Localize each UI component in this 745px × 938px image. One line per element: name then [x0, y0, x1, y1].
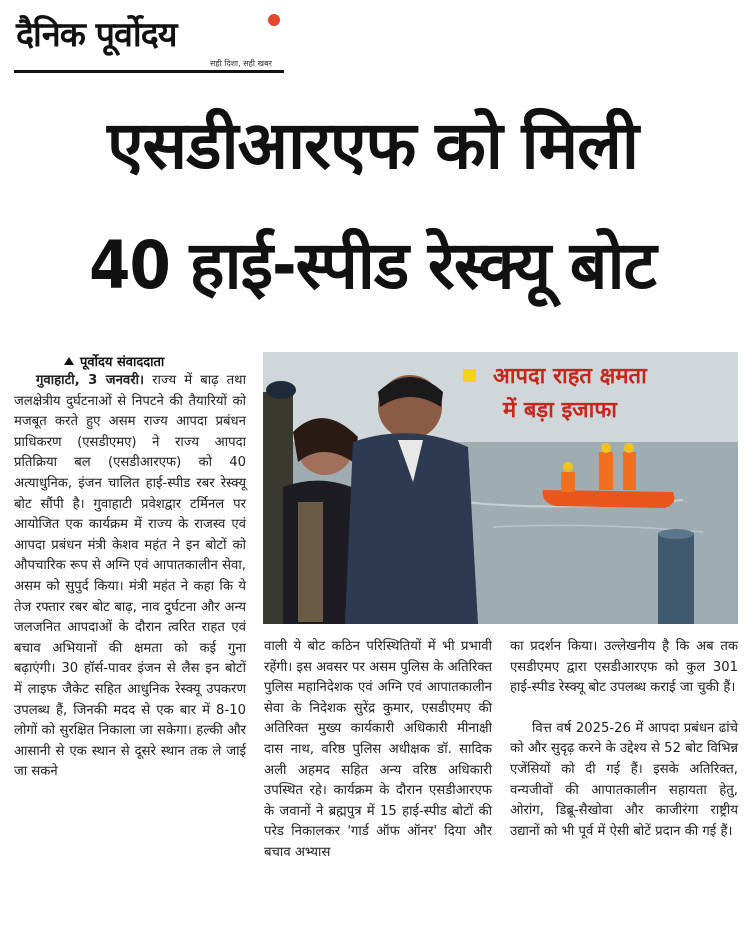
- dateline: गुवाहाटी, 3 जनवरी।: [36, 373, 145, 388]
- byline-text: पूर्वोदय संवाददाता: [80, 355, 165, 370]
- article-column-3: [510, 637, 738, 842]
- masthead-rule: [14, 70, 284, 73]
- caption-line-2: में बड़ा इजाफा: [503, 398, 617, 423]
- column-3-paragraph-1: का प्रदर्शन किया। उल्लेखनीय है कि अब तक एसडीएमए द्वारा एसडीआरएफ को कुल 301 हाई-स्पीड रेस्क्यू बोट उपलब्ध कराई जा चुकी हैं।: [510, 639, 738, 696]
- caption-square-icon: [463, 369, 476, 382]
- newspaper-brand: दैनिक पूर्वोदय: [16, 15, 177, 55]
- headline-line-2: 40 हाई-स्पीड रेस्क्यू बोट: [89, 227, 656, 304]
- news-photo: [263, 352, 738, 624]
- byline-triangle-icon: [64, 357, 74, 365]
- article-column-1: [14, 371, 246, 783]
- column-3-paragraph-2: वित्त वर्ष 2025-26 में आपदा प्रबंधन ढांचे को और सुदृढ़ करने के उद्देश्य से 52 बोट विभिन्न एजेंसियों को दी गई हैं। इसके अतिरिक्त, वन्यजीवों की आपातकालीन सहायता हेतु, ओरांग, डिब्रू-सैखोवा और काजीरंगा राष्ट्रीय उद्यानों को भी पूर्व में ऐसी बोटें प्रदान की गई हैं।: [510, 720, 738, 839]
- brand-sun-icon: [268, 14, 280, 26]
- steel-pillar: [658, 529, 694, 624]
- byline: [64, 352, 164, 370]
- headline-line-1: एसडीआरएफ को मिली: [107, 107, 638, 184]
- column-2-text: वाली ये बोट कठिन परिस्थितियों में भी प्रभावी रहेंगी। इस अवसर पर असम पुलिस के अतिरिक्त पुलिस महानिदेशक एवं अग्नि एवं आपातकालीन सेवा के निदेशक सुरेंद्र कुमार, एसडीएमए की अतिरिक्त मुख्य कार्यकारी अधिकारी मीनाक्षी दास नाथ, वरिष्ठ पुलिस अधीक्षक डॉ. सादिक अली अहमद सहित अन्य वरिष्ठ अधिकारी उपस्थित रहे। कार्यक्रम के दौरान एसडीआरएफ के जवानों ने ब्रह्मपुत्र में 15 हाई-स्पीड बोटों की परेड निकालकर 'गार्ड ऑफ ऑनर' दिया और बचाव अभ्यास: [264, 639, 492, 860]
- masthead: [10, 10, 285, 72]
- article-column-2: [264, 637, 492, 864]
- newspaper-tagline: सही दिशा, सही खबर: [210, 59, 272, 68]
- caption-line-1: आपदा राहत क्षमता: [493, 364, 647, 389]
- column-1-text: राज्य में बाढ़ तथा जलक्षेत्रीय दुर्घटनाओं से निपटने की तैयारियों को मजबूत करते हुए असम राज्य आपदा प्रबंधन प्राधिकरण (एसडीएमए) ने राज्य आपदा प्रतिक्रिया बल (एसडीआरएफ) को 40 अत्याधुनिक, इंजन चालित हाई-स्पीड रबर रेस्क्यू बोट सौंपी है। गुवाहाटी प्रवेशद्वार टर्मिनल पर आयोजित एक कार्यक्रम में राज्य के राजस्व एवं आपदा प्रबंधन मंत्री केशव महंत ने इन बोटों को औपचारिक रूप से अग्नि एवं आपातकालीन सेवा, असम को सुपुर्द किया। मंत्री महंत ने कहा कि ये तेज रफ्तार रबर बोट बाढ़, नाव दुर्घटना और अन्य जलजनित आपदाओं के दौरान त्वरित राहत एवं बचाव अभियानों की क्षमता को कई गुना बढ़ाएंगी। 30 हॉर्स-पावर इंजन से लैस इन बोटों में लाइफ जैकेट सहित आधुनिक रेस्क्यू उपकरण उपलब्ध हैं, जिनकी मदद से एक बार में 8-10 लोगों को सुरक्षित निकाला जा सकेगा। हल्की और आसानी से एक स्थान से दूसरे स्थान तक ले जाई जा सकने: [14, 373, 246, 780]
